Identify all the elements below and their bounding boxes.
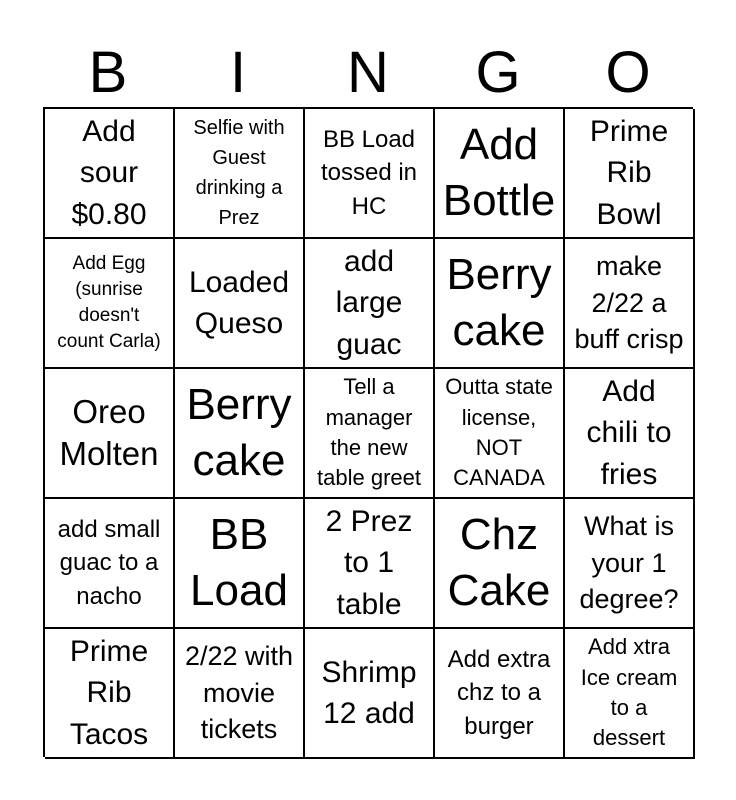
bingo-cell-r4c3[interactable] [305,499,435,629]
bingo-cell-r1c4[interactable] [435,109,565,239]
bingo-cell-r4c5[interactable] [565,499,695,629]
bingo-cell-r2c2[interactable] [175,239,305,369]
cell-text: Add xtra Ice cream to a dessert [580,634,678,751]
bingo-cell-r4c4[interactable] [435,499,565,629]
cell-text: 2 Prez to 1 table [325,504,413,621]
bingo-cell-r2c3[interactable] [305,239,435,369]
cell-text: Berry cake [186,379,292,485]
cell-text: BB Load tossed in HC [320,125,418,220]
bingo-grid [43,107,693,757]
header-letter-g: G [475,40,521,105]
cell-text: Add sour $0.80 [71,114,147,231]
bingo-cell-r3c2[interactable] [175,369,305,499]
bingo-cell-r2c1[interactable] [45,239,175,369]
cell-text: What is your 1 degree? [579,510,679,615]
header-letter-n: N [347,40,389,105]
bingo-cell-r4c1[interactable] [45,499,175,629]
cell-text: Shrimp 12 add [321,655,417,730]
cell-text: Prime Rib Tacos [69,634,149,751]
cell-text: BB Load [190,509,288,615]
bingo-cell-r1c5[interactable] [565,109,695,239]
bingo-cell-r5c2[interactable] [175,629,305,759]
cell-text: Selfie with Guest drinking a Prez [193,117,285,229]
bingo-cell-r3c5[interactable] [565,369,695,499]
bingo-cell-r2c4[interactable] [435,239,565,369]
cell-text: Add Egg (sunrise doesn't count Carla) [57,252,161,353]
header-letter-b: B [88,40,128,105]
cell-text: Berry cake [446,249,552,355]
bingo-cell-r1c3[interactable] [305,109,435,239]
cell-text: Add extra chz to a burger [447,645,551,740]
cell-text: make 2/22 a buff crisp [574,250,684,355]
bingo-cell-r2c5[interactable] [565,239,695,369]
cell-text: Loaded Queso [188,265,290,340]
bingo-cell-r3c3[interactable] [305,369,435,499]
cell-text: Add chili to fries [586,374,672,491]
cell-text: add small guac to a nacho [57,515,161,610]
bingo-cell-r5c4[interactable] [435,629,565,759]
cell-text: 2/22 with movie tickets [184,640,294,745]
bingo-header [43,40,693,106]
cell-text: add large guac [335,244,403,361]
bingo-cell-r5c3[interactable] [305,629,435,759]
bingo-cell-r3c1[interactable] [45,369,175,499]
cell-text: Tell a manager the new table greet [317,374,421,491]
bingo-cell-r5c1[interactable] [45,629,175,759]
cell-text: Outta state license, NOT CANADA [445,374,553,491]
bingo-cell-r4c2[interactable] [175,499,305,629]
bingo-cell-r1c2[interactable] [175,109,305,239]
cell-text: Chz Cake [447,509,551,615]
cell-text: Prime Rib Bowl [589,114,669,231]
cell-text: Add Bottle [442,119,556,225]
header-letter-i: I [229,40,247,105]
bingo-cell-r5c5[interactable] [565,629,695,759]
header-letter-o: O [605,40,651,105]
bingo-cell-r3c4[interactable] [435,369,565,499]
bingo-cell-r1c1[interactable] [45,109,175,239]
cell-text: Oreo Molten [59,393,159,472]
